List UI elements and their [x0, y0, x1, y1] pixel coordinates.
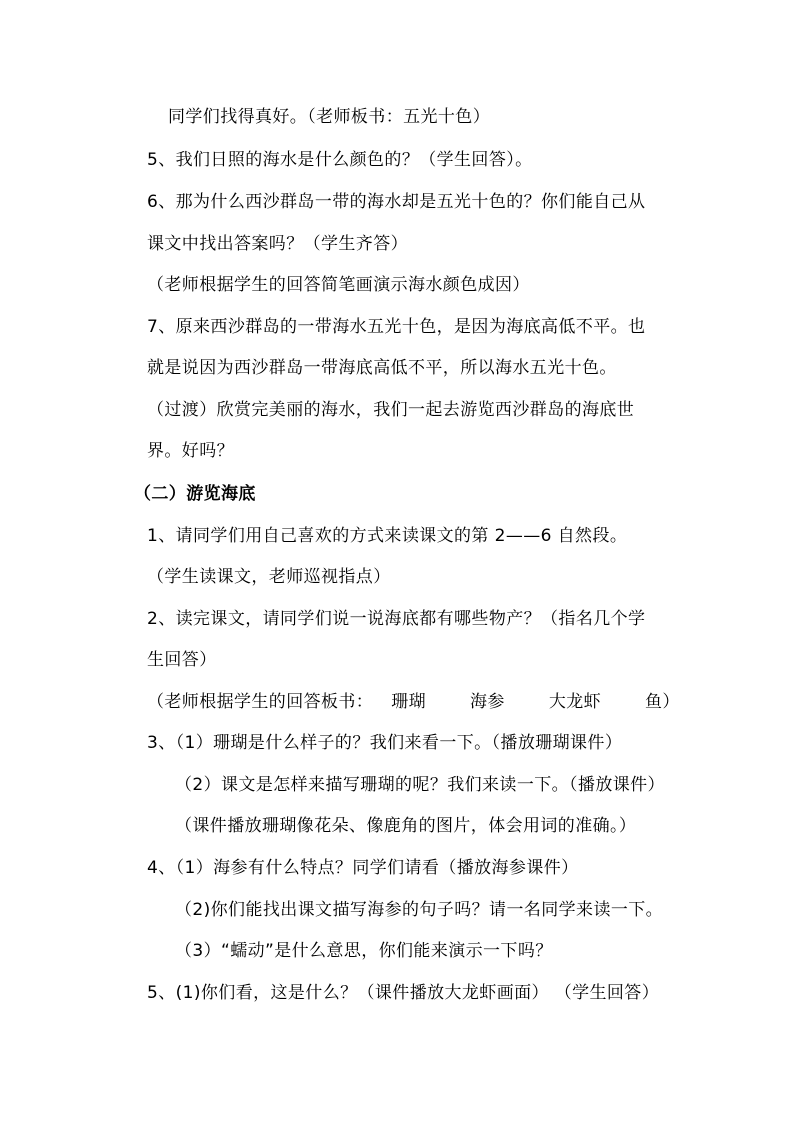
paragraph-line-17: 4、（1）海参有什么特点？同学们请看（播放海参课件） — [147, 858, 579, 878]
paragraph-line-20: 5、(1)你们看，这是什么？（课件播放大龙虾画面） （学生回答） — [147, 983, 660, 1003]
board-notes-line — [147, 690, 680, 714]
paragraph-line-11: （学生读课文，老师巡视指点） — [147, 567, 391, 587]
board-notes-prefix: （老师根据学生的回答板书： — [147, 692, 374, 712]
paragraph-line-8: （过渡）欣赏完美丽的海水，我们一起去游览西沙群岛的海底世 — [147, 400, 635, 420]
paragraph-line-10: 1、请同学们用自己喜欢的方式来读课文的第 2——6 自然段。 — [147, 526, 628, 546]
paragraph-line-9: 界。好吗？ — [147, 441, 234, 461]
board-item-fish: 鱼） — [645, 692, 680, 712]
paragraph-line-2: 5、我们日照的海水是什么颜色的？（学生回答）。 — [147, 150, 533, 170]
paragraph-line-16: （课件播放珊瑚像花朵、像鹿角的图片，体会用词的准确。） — [175, 816, 637, 836]
section-heading: （二）游览海底 — [134, 484, 256, 504]
paragraph-line-15: （2）课文是怎样来描写珊瑚的呢？我们来读一下。（播放课件） — [175, 775, 665, 795]
board-item-sea-cucumber: 海参 — [470, 692, 505, 712]
board-item-coral: 珊瑚 — [391, 692, 427, 712]
paragraph-line-14: 3、（1）珊瑚是什么样子的？我们来看一下。（播放珊瑚课件） — [147, 733, 623, 753]
paragraph-line-5: （老师根据学生的回答简笔画演示海水颜色成因） — [147, 275, 530, 295]
paragraph-line-4: 课文中找出答案吗？（学生齐答） — [147, 234, 408, 254]
paragraph-line-3: 6、那为什么西沙群岛一带的海水却是五光十色的？你们能自己从 — [147, 192, 646, 212]
paragraph-line-13: 生回答） — [147, 650, 217, 670]
paragraph-line-12: 2、读完课文，请同学们说一说海底都有哪些物产？（指名几个学 — [147, 609, 646, 629]
paragraph-line-19: （3）“蠕动”是什么意思，你们能来演示一下吗？ — [175, 941, 553, 961]
paragraph-line-18: （2)你们能找出课文描写海参的句子吗？请一名同学来读一下。 — [175, 900, 664, 920]
board-item-lobster: 大龙虾 — [548, 692, 602, 712]
paragraph-line-7: 就是说因为西沙群岛一带海底高低不平，所以海水五光十色。 — [147, 358, 617, 378]
paragraph-line-1: 同学们找得真好。（老师板书：五光十色） — [168, 107, 491, 127]
paragraph-line-6: 7、原来西沙群岛的一带海水五光十色，是因为海底高低不平。也 — [147, 317, 646, 337]
